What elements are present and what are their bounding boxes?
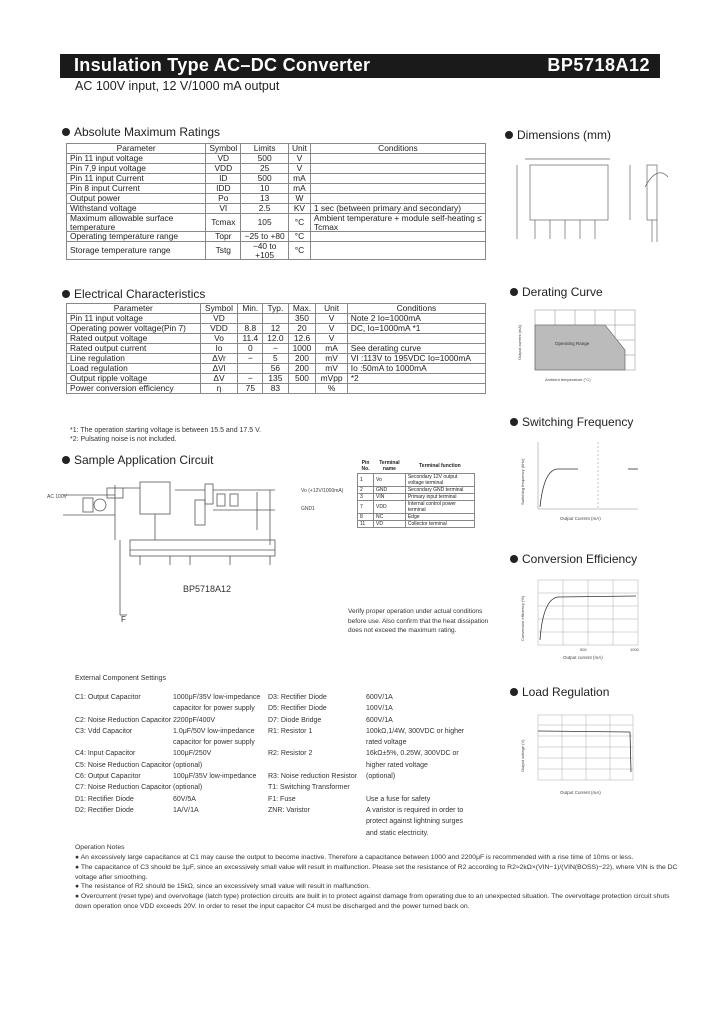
elec-row: [67, 384, 486, 394]
pin-header-cell: Pin No.: [361, 460, 370, 472]
component-value: 600V/1A: [366, 716, 393, 724]
component-label: C2: Noise Reduction Capacitor: [75, 716, 172, 724]
component-row: [75, 726, 265, 749]
elec-cell: VD: [200, 314, 238, 324]
pin-row: [358, 514, 475, 521]
elec-header-cell: Conditions: [347, 304, 485, 314]
efficiency-chart: [518, 575, 643, 665]
derating-heading: Derating Curve: [510, 285, 603, 299]
op-note-item: ● An excessively large capacitance at C1 may cause the output to become inactive. Therefore a capacitance between 1000 and 2200μF is recommended with a rise time of 10ms or less.: [75, 854, 634, 861]
elec-table: [66, 303, 486, 394]
component-label: D5: Rectifier Diode: [268, 705, 327, 713]
abs-max-table: [66, 143, 486, 260]
component-row: [268, 703, 473, 714]
switching-heading: Switching Frequency: [510, 415, 633, 429]
abs-max-cell: [310, 194, 485, 204]
abs-max-cell: Maximum allowable surface temperature: [67, 214, 206, 232]
switching-xlabel: Output Current (mA): [560, 516, 601, 521]
elec-cell: 75: [238, 384, 263, 394]
abs-max-cell: [310, 242, 485, 260]
efficiency-heading: Conversion Efficiency: [510, 552, 637, 566]
bullet-icon: [62, 456, 70, 464]
abs-max-cell: −40 to +105: [241, 242, 289, 260]
component-row: [268, 715, 473, 726]
component-row: [268, 782, 473, 793]
ac-label: AC 100V: [47, 494, 68, 500]
load-line: [538, 731, 630, 732]
abs-max-cell: Tcmax: [206, 214, 241, 232]
elec-cell: −: [263, 344, 288, 354]
doc-title: Insulation Type AC–DC Converter: [74, 55, 371, 75]
elec-cell: V: [316, 324, 347, 334]
elec-cell: Operating power voltage(Pin 7): [67, 324, 201, 334]
subtitle: AC 100V input, 12 V/1000 mA output: [75, 79, 280, 93]
component-value: 100V/1A: [366, 705, 393, 713]
load-ylabel: Output voltage (V): [520, 739, 525, 772]
elec-cell: Load regulation: [67, 364, 201, 374]
pin-header-cell: Terminal name: [379, 460, 400, 472]
pin-cell: 1: [358, 474, 374, 487]
pin-cell: Vo: [374, 474, 406, 487]
pin-row: [358, 474, 475, 487]
switching-chart: [518, 437, 643, 527]
abs-max-cell: °C: [288, 232, 310, 242]
component-label: D2: Rectifier Diode: [75, 806, 134, 814]
component-row: [75, 760, 265, 771]
elec-cell: Rated output current: [67, 344, 201, 354]
eff-x2: 1000: [630, 647, 639, 652]
component-value: 100μF/35V low-impedance: [173, 773, 257, 781]
abs-max-row: [67, 164, 486, 174]
circuit-bottom-label: F: [121, 615, 126, 624]
elec-cell: DC, Io=1000mA *1: [347, 324, 485, 334]
gnd-label: GND1: [301, 506, 315, 512]
elec-cell: 12.6: [288, 334, 316, 344]
component-row: [268, 748, 473, 771]
component-label: R3: Noise reduction Resistor: [268, 773, 358, 781]
bullet-icon: [510, 688, 518, 696]
component-row: [268, 692, 473, 703]
elec-header-cell: Symbol: [200, 304, 238, 314]
elec-cell: 12.0: [263, 334, 288, 344]
elec-cell: 11.4: [238, 334, 263, 344]
pin-cell: VDD: [374, 501, 406, 514]
op-note-item: ● Overcurrent (reset type) and overvoltage (latch type) protection circuits are built in to protect against damage from operating due to an unexpected situation. The overvoltage protection circuit shuts down operation once VDD exceeds 20V. In order to reset the input capacitor C4 must be discharged and the power turned back on.: [75, 893, 670, 910]
component-row: [268, 805, 473, 839]
bullet-icon: [510, 555, 518, 563]
abs-max-cell: Pin 11 input voltage: [67, 154, 206, 164]
abs-max-cell: 2.5: [241, 204, 289, 214]
abs-max-header-cell: Conditions: [310, 144, 485, 154]
abs-max-header-cell: Parameter: [67, 144, 206, 154]
component-label: ZNR: Varistor: [268, 806, 310, 814]
component-row: [75, 692, 265, 715]
component-value: A varistor is required in order to protect against lightning surges and static electricity.: [366, 806, 464, 837]
component-label: C7: Noise Reduction Capacitor: [75, 784, 172, 792]
pin-row: [358, 501, 475, 514]
abs-max-cell: ID: [206, 174, 241, 184]
pin-cell: Internal control power terminal: [405, 501, 474, 514]
part-label: BP5718A12: [183, 584, 232, 594]
component-value: 100μF/250V: [173, 750, 212, 758]
elec-row: [67, 334, 486, 344]
abs-max-row: [67, 214, 486, 232]
switching-curve: [540, 469, 578, 507]
elec-cell: 83: [263, 384, 288, 394]
pin-cell: Secondary 12V output voltage terminal: [405, 474, 474, 487]
elec-header-cell: Unit: [316, 304, 347, 314]
elec-cell: Output ripple voltage: [67, 374, 201, 384]
elec-cell: 8.8: [238, 324, 263, 334]
elec-header-cell: Parameter: [67, 304, 201, 314]
pin-cell: Collector terminal: [405, 521, 474, 528]
operating-range-area: [535, 325, 625, 370]
abs-max-heading: Absolute Maximum Ratings: [62, 125, 220, 139]
component-value: 1000μF/35V low-impedance capacitor for power supply: [173, 694, 261, 713]
component-label: R1: Resistor 1: [268, 727, 313, 735]
elec-cell: mVpp: [316, 374, 347, 384]
pin-cell: GND: [374, 487, 406, 494]
elec-note-2: *2: Pulsating noise is not included.: [70, 436, 177, 443]
component-row: [75, 805, 265, 816]
elec-cell: [238, 364, 263, 374]
area-label: Operating Range: [555, 341, 590, 346]
elec-cell: [347, 384, 485, 394]
op-notes-list: [75, 853, 687, 912]
component-value: 100kΩ,1/4W, 300VDC or higher rated voltage: [366, 727, 465, 747]
pin-cell: 8: [358, 514, 374, 521]
elec-row: [67, 324, 486, 334]
elec-cell: [347, 334, 485, 344]
component-label: C1: Output Capacitor: [75, 694, 141, 701]
abs-max-header-cell: Limits: [241, 144, 289, 154]
abs-max-cell: Withstand voltage: [67, 204, 206, 214]
abs-max-row: [67, 242, 486, 260]
component-label: C5: Noise Reduction Capacitor: [75, 761, 172, 769]
abs-max-cell: 25: [241, 164, 289, 174]
elec-cell: V: [316, 314, 347, 324]
abs-max-cell: Storage temperature range: [67, 242, 206, 260]
abs-max-cell: 1 sec (between primary and secondary): [310, 204, 485, 214]
elec-cell: VI :113V to 195VDC Io=1000mA: [347, 354, 485, 364]
abs-max-cell: [310, 164, 485, 174]
abs-max-row: [67, 232, 486, 242]
load-heading: Load Regulation: [510, 685, 609, 699]
elec-cell: ΔVl: [200, 364, 238, 374]
pin-cell: 7: [358, 501, 374, 514]
dimensions-drawing: [505, 147, 675, 252]
abs-max-header-cell: Symbol: [206, 144, 241, 154]
application-circuit-diagram: [45, 470, 345, 630]
abs-max-cell: Pin 11 input Current: [67, 174, 206, 184]
elec-cell: Io :50mA to 1000mA: [347, 364, 485, 374]
pin-cell: 3: [358, 494, 374, 501]
efficiency-xlabel: Output current (mA): [563, 655, 603, 660]
efficiency-ylabel: Conversion efficiency (%): [520, 595, 525, 641]
abs-max-row: [67, 194, 486, 204]
elec-cell: Io: [200, 344, 238, 354]
pin-row: [358, 521, 475, 528]
elec-cell: 200: [288, 364, 316, 374]
vo-label: Vo (+12V/1000mA): [301, 488, 344, 494]
elec-cell: 20: [288, 324, 316, 334]
component-label: C3: Vdd Capacitor: [75, 727, 133, 735]
elec-cell: V: [316, 334, 347, 344]
component-value: 2200pF/400V: [173, 716, 216, 724]
elec-cell: *2: [347, 374, 485, 384]
elec-cell: %: [316, 384, 347, 394]
pin-function-table: [357, 459, 475, 528]
abs-max-cell: mA: [288, 174, 310, 184]
abs-max-cell: V: [288, 164, 310, 174]
derating-chart: [515, 305, 640, 385]
component-label: C4: Input Capacitor: [75, 750, 136, 758]
pin-cell: 11: [358, 521, 374, 528]
abs-max-cell: Tstg: [206, 242, 241, 260]
op-note-item: ● The capacitance of C3 should be 1μF, since an excessively small value will result in malfunction. Please set the resistance of R2 according to R2≈2kΩ×(VIN−1)/(VIN(BOSS)−22), where VIN is the DC voltage after smoothing.: [75, 863, 678, 881]
pin-cell: VIN: [374, 494, 406, 501]
component-value: (optional): [366, 773, 396, 781]
abs-max-cell: [310, 184, 485, 194]
abs-max-row: [67, 174, 486, 184]
abs-max-cell: V: [288, 154, 310, 164]
elec-cell: ΔVr: [200, 354, 238, 364]
abs-max-cell: °C: [288, 242, 310, 260]
abs-max-cell: 10: [241, 184, 289, 194]
elec-cell: −: [238, 354, 263, 364]
abs-max-cell: [310, 174, 485, 184]
elec-cell: ΔV: [200, 374, 238, 384]
component-row: [75, 715, 265, 726]
pin-cell: Secondary GND terminal: [405, 487, 474, 494]
component-row: [75, 782, 265, 793]
pin-row: [358, 494, 475, 501]
elec-cell: Rated output voltage: [67, 334, 201, 344]
elec-header-cell: Min.: [238, 304, 263, 314]
elec-heading: Electrical Characteristics: [62, 287, 205, 301]
elec-cell: [238, 314, 263, 324]
bullet-icon: [62, 128, 70, 136]
elec-cell: Power conversion efficiency: [67, 384, 201, 394]
app-heading: Sample Application Circuit: [62, 453, 213, 467]
abs-max-cell: 500: [241, 174, 289, 184]
pin-cell: NC: [374, 514, 406, 521]
component-value: 1A/V/1A: [173, 806, 199, 814]
abs-max-cell: Output power: [67, 194, 206, 204]
part-number: BP5718A12: [547, 55, 650, 75]
elec-cell: Vo: [200, 334, 238, 344]
component-value: (optional): [173, 761, 203, 769]
abs-max-cell: −25 to +80: [241, 232, 289, 242]
components-right-list: [268, 692, 473, 839]
elec-cell: Note 2 Io=1000mA: [347, 314, 485, 324]
pin-cell: 2: [358, 487, 374, 494]
elec-header-cell: Max.: [288, 304, 316, 314]
abs-max-cell: Po: [206, 194, 241, 204]
abs-max-cell: W: [288, 194, 310, 204]
abs-max-cell: VI: [206, 204, 241, 214]
component-label: R2: Resistor 2: [268, 750, 313, 758]
component-value: 1.0μF/50V low-impedance capacitor for power supply: [173, 727, 255, 747]
abs-max-cell: mA: [288, 184, 310, 194]
component-value: 16kΩ±5%, 0.25W, 300VDC or higher rated voltage: [366, 750, 459, 769]
component-value: Use a fuse for safety: [366, 795, 431, 803]
component-row: [268, 794, 473, 805]
pin-header-cell: Terminal function: [419, 463, 461, 469]
elec-cell: η: [200, 384, 238, 394]
elec-cell: 0: [238, 344, 263, 354]
abs-max-cell: [310, 232, 485, 242]
switching-ylabel: Switching frequency (kHz): [520, 458, 525, 505]
abs-max-cell: Operating temperature range: [67, 232, 206, 242]
verify-note: Verify proper operation under actual conditions before use. Also confirm that the heat dissipation does not exceed the maximum rating.: [348, 608, 489, 634]
abs-max-cell: 500: [241, 154, 289, 164]
abs-max-cell: Pin 8 input Current: [67, 184, 206, 194]
abs-max-cell: Pin 7,9 input voltage: [67, 164, 206, 174]
components-left-list: [75, 692, 265, 816]
abs-max-cell: Ambient temperature + module self-heating ≤ Tcmax: [310, 214, 485, 232]
elec-cell: mA: [316, 344, 347, 354]
pin-cell: Edge: [405, 514, 474, 521]
eff-x1: 500: [580, 647, 587, 652]
bullet-icon: [62, 290, 70, 298]
component-row: [75, 771, 265, 782]
elec-row: [67, 374, 486, 384]
elec-cell: 56: [263, 364, 288, 374]
elec-cell: Line regulation: [67, 354, 201, 364]
abs-max-cell: IDD: [206, 184, 241, 194]
elec-cell: mV: [316, 364, 347, 374]
derating-ylabel: Output current (mA): [517, 324, 522, 360]
elec-cell: 12: [263, 324, 288, 334]
component-label: F1: Fuse: [268, 795, 296, 803]
bullet-icon: [505, 131, 513, 139]
component-value: 60V/5A: [173, 795, 196, 803]
component-value: 600V/1A: [366, 694, 393, 701]
components-title: External Component Settings: [75, 675, 167, 682]
component-row: [75, 748, 265, 759]
elec-cell: −: [238, 374, 263, 384]
abs-max-cell: °C: [288, 214, 310, 232]
abs-max-cell: [310, 154, 485, 164]
elec-cell: 1000: [288, 344, 316, 354]
component-label: D7: Diode Bridge: [268, 716, 322, 724]
pin-cell: VD: [374, 521, 406, 528]
component-row: [75, 794, 265, 805]
title-bar: [60, 54, 660, 78]
elec-cell: 5: [263, 354, 288, 364]
abs-max-cell: VD: [206, 154, 241, 164]
abs-max-row: [67, 204, 486, 214]
elec-row: [67, 314, 486, 324]
derating-xlabel: Ambient temperature (°C): [545, 377, 591, 382]
abs-max-cell: VDD: [206, 164, 241, 174]
elec-cell: See derating curve: [347, 344, 485, 354]
bullet-icon: [510, 288, 518, 296]
elec-header-cell: Typ.: [263, 304, 288, 314]
elec-cell: VDD: [200, 324, 238, 334]
elec-cell: 500: [288, 374, 316, 384]
abs-max-cell: Topr: [206, 232, 241, 242]
component-label: D1: Rectifier Diode: [75, 795, 134, 803]
abs-max-cell: 105: [241, 214, 289, 232]
load-chart: [518, 710, 643, 800]
component-label: D3: Rectifier Diode: [268, 694, 327, 701]
bullet-icon: [510, 418, 518, 426]
dimensions-heading: Dimensions (mm): [505, 128, 611, 142]
elec-cell: 200: [288, 354, 316, 364]
op-notes-title: Operation Notes: [75, 844, 125, 851]
elec-note-1: *1: The operation starting voltage is between 15.5 and 17.5 V.: [70, 427, 262, 434]
load-xlabel: Output Current (mA): [560, 790, 601, 795]
elec-row: [67, 344, 486, 354]
pin-row: [358, 487, 475, 494]
abs-max-row: [67, 154, 486, 164]
elec-row: [67, 354, 486, 364]
elec-cell: 350: [288, 314, 316, 324]
abs-max-header-cell: Unit: [288, 144, 310, 154]
elec-cell: Pin 11 input voltage: [67, 314, 201, 324]
abs-max-row: [67, 184, 486, 194]
elec-row: [67, 364, 486, 374]
elec-cell: [288, 384, 316, 394]
abs-max-cell: 13: [241, 194, 289, 204]
component-value: (optional): [173, 784, 203, 792]
elec-cell: 135: [263, 374, 288, 384]
component-row: [268, 726, 473, 749]
elec-cell: mV: [316, 354, 347, 364]
pin-cell: Primary input terminal: [405, 494, 474, 501]
component-label: C6: Output Capacitor: [75, 773, 141, 781]
component-label: T1: Switching Transformer: [268, 784, 350, 792]
elec-cell: [263, 314, 288, 324]
component-row: [268, 771, 473, 782]
op-note-item: ● The resistance of R2 should be 15kΩ, since an excessively small value will result in malfunction.: [75, 883, 371, 891]
abs-max-cell: KV: [288, 204, 310, 214]
